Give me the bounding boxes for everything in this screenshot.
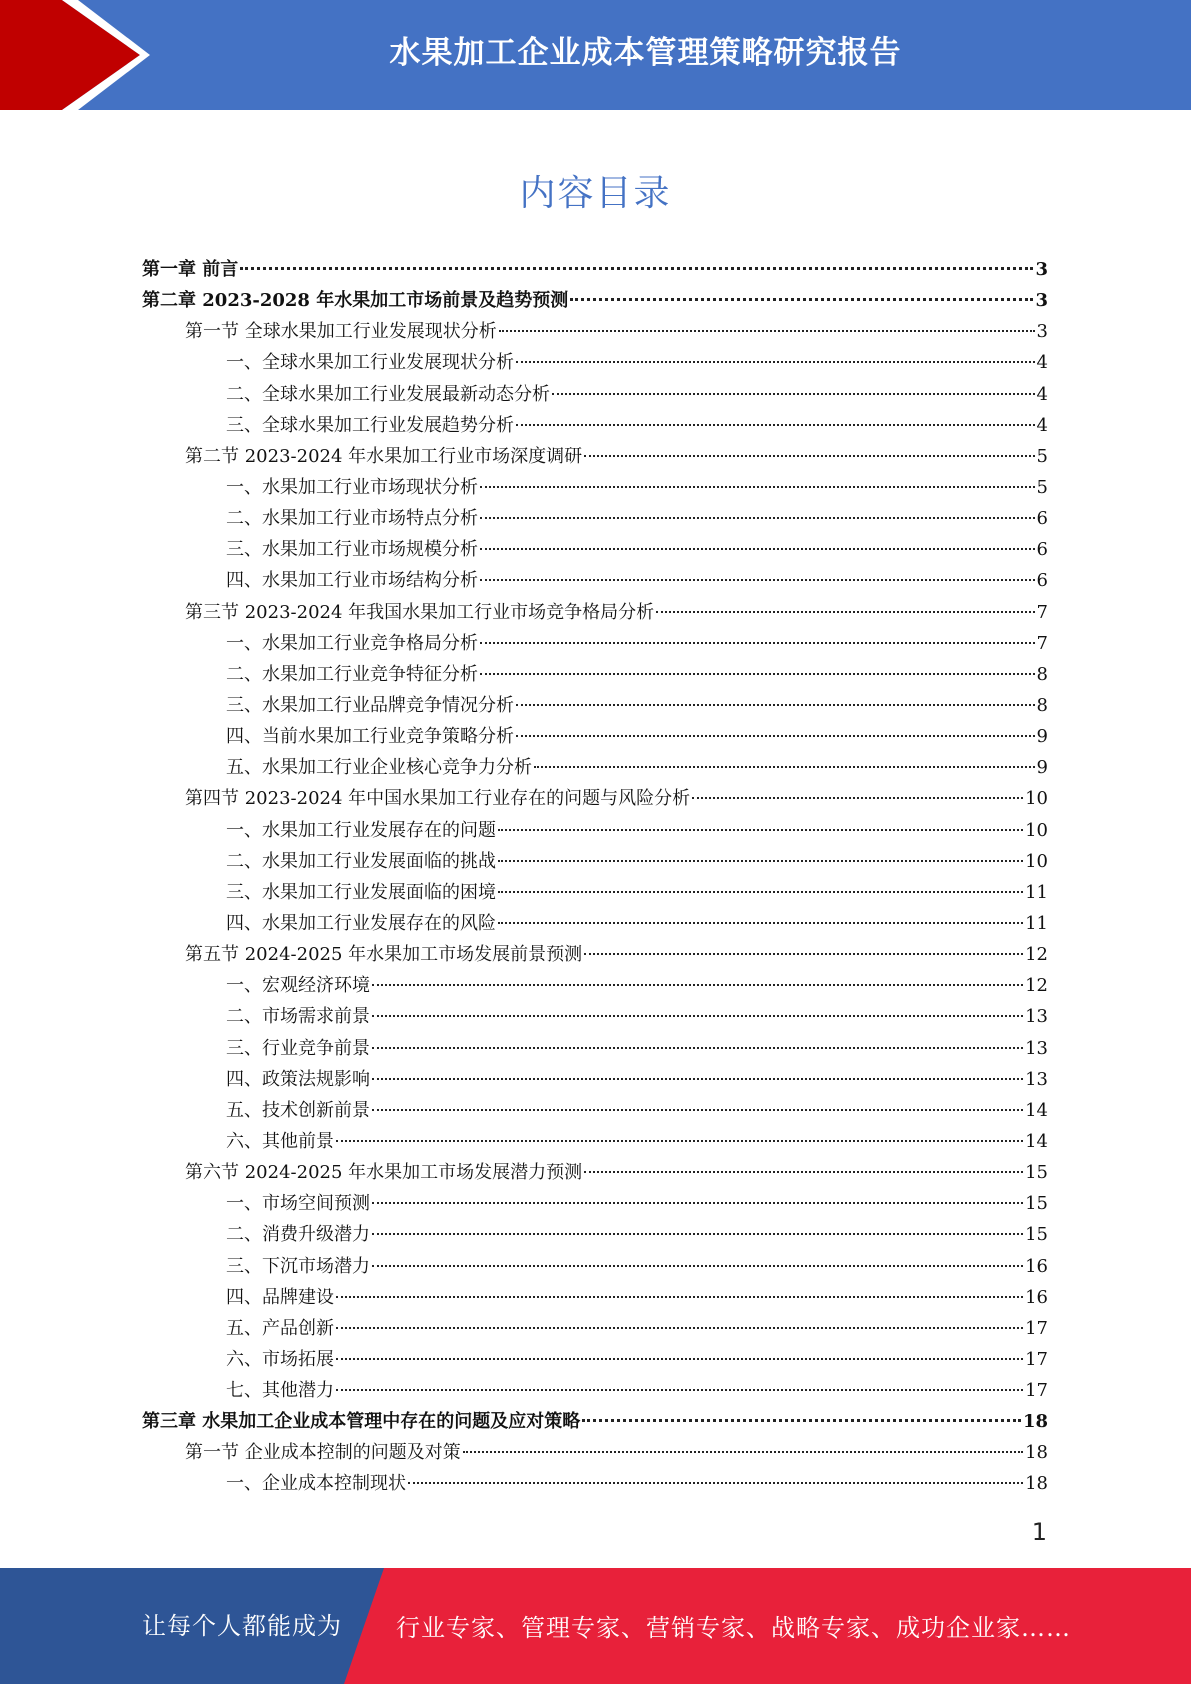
toc-entry[interactable] (142, 316, 1048, 347)
toc-entry-label: 四、水果加工行业市场结构分析 (226, 570, 478, 592)
toc-entry-label: 二、水果加工行业竞争特征分析 (226, 663, 478, 685)
toc-entry[interactable] (142, 1188, 1048, 1219)
toc-entry-page: 8 (1036, 694, 1048, 716)
toc-entry-label: 五、技术创新前景 (226, 1099, 370, 1121)
toc-entry[interactable] (142, 690, 1048, 721)
toc-entry-page: 14 (1025, 1130, 1048, 1152)
toc-leader-dots (336, 1296, 1023, 1298)
toc-entry-label: 三、水果加工行业发展面临的困境 (226, 881, 496, 903)
toc-entry-page: 18 (1025, 1473, 1048, 1495)
toc-entry-page: 9 (1036, 726, 1048, 748)
toc-entry-page: 17 (1025, 1317, 1048, 1339)
toc-entry-label: 四、水果加工行业发展存在的风险 (226, 912, 496, 934)
toc-entry-page: 16 (1025, 1286, 1048, 1308)
toc-entry-page: 18 (1022, 1411, 1048, 1433)
toc-entry[interactable] (142, 1095, 1048, 1126)
toc-leader-dots (372, 1202, 1023, 1204)
toc-entry[interactable] (142, 597, 1048, 628)
toc-entry-label: 三、下沉市场潜力 (226, 1255, 370, 1277)
toc-leader-dots (480, 579, 1035, 581)
toc-leader-dots (692, 797, 1023, 799)
toc-leader-dots (584, 455, 1034, 457)
toc-leader-dots (480, 548, 1035, 550)
toc-entry-page: 17 (1025, 1348, 1048, 1370)
toc-entry-page: 17 (1025, 1380, 1048, 1402)
footer-slogan-left: 让每个人都能成为 (142, 1612, 342, 1640)
toc-entry-label: 第一节 企业成本控制的问题及对策 (185, 1442, 461, 1464)
toc-leader-dots (480, 517, 1035, 519)
toc-entry[interactable] (142, 1157, 1048, 1188)
toc-entry-page: 10 (1025, 819, 1048, 841)
toc-entry-page: 6 (1036, 539, 1048, 561)
toc-leader-dots (498, 922, 1023, 924)
toc-entry-page: 14 (1025, 1099, 1048, 1121)
toc-entry-page: 4 (1036, 383, 1048, 405)
toc-entry[interactable] (142, 1375, 1048, 1406)
toc-entry-page: 6 (1036, 570, 1048, 592)
toc-leader-dots (372, 984, 1023, 986)
toc-entry[interactable] (142, 1219, 1048, 1250)
toc-entry-page: 10 (1025, 850, 1048, 872)
toc-leader-dots (372, 1047, 1023, 1049)
toc-entry-label: 五、水果加工行业企业核心竞争力分析 (226, 757, 532, 779)
toc-entry[interactable] (142, 1064, 1048, 1095)
toc-entry-page: 18 (1025, 1442, 1048, 1464)
toc-entry[interactable] (142, 877, 1048, 908)
red-arrow-icon (0, 0, 160, 110)
toc-entry[interactable] (142, 285, 1048, 316)
toc-entry-label: 第一节 全球水果加工行业发展现状分析 (185, 321, 497, 343)
toc-entry[interactable] (142, 1282, 1048, 1313)
toc-entry-label: 三、水果加工行业品牌竞争情况分析 (226, 694, 514, 716)
toc-entry-page: 12 (1025, 975, 1048, 997)
toc-entry[interactable] (142, 379, 1048, 410)
toc-entry[interactable] (142, 565, 1048, 596)
toc-entry-label: 第三章 水果加工企业成本管理中存在的问题及应对策略 (142, 1411, 581, 1433)
toc-entry[interactable] (142, 908, 1048, 939)
toc-entry[interactable] (142, 441, 1048, 472)
toc-entry-label: 一、市场空间预测 (226, 1193, 370, 1215)
toc-entry[interactable] (142, 1344, 1048, 1375)
toc-entry-label: 二、消费升级潜力 (226, 1224, 370, 1246)
toc-entry-page: 15 (1025, 1224, 1048, 1246)
toc-entry[interactable] (142, 1468, 1048, 1499)
page-number: 1 (1031, 1518, 1047, 1546)
toc-leader-dots (336, 1358, 1023, 1360)
toc-entry-label: 二、水果加工行业市场特点分析 (226, 508, 478, 530)
toc-leader-dots (498, 891, 1023, 893)
toc-entry[interactable] (142, 628, 1048, 659)
toc-leader-dots (656, 611, 1034, 613)
toc-entry[interactable] (142, 472, 1048, 503)
toc-leader-dots (584, 953, 1023, 955)
toc-leader-dots (463, 1451, 1023, 1453)
toc-entry-label: 第二章 2023-2028 年水果加工市场前景及趋势预测 (142, 290, 569, 312)
report-title: 水果加工企业成本管理策略研究报告 (389, 35, 902, 71)
toc-entry-label: 四、政策法规影响 (226, 1068, 370, 1090)
toc-entry-label: 二、全球水果加工行业发展最新动态分析 (226, 383, 550, 405)
toc-entry[interactable] (142, 1001, 1048, 1032)
toc-entry-page: 13 (1025, 1006, 1048, 1028)
toc-entry-label: 六、其他前景 (226, 1130, 334, 1152)
toc-leader-dots (570, 298, 1033, 301)
toc-entry-page: 4 (1036, 352, 1048, 374)
toc-entry[interactable] (142, 752, 1048, 783)
toc-entry-page: 6 (1036, 508, 1048, 530)
toc-entry-label: 七、其他潜力 (226, 1380, 334, 1402)
toc-leader-dots (372, 1015, 1023, 1017)
toc-leader-dots (498, 860, 1023, 862)
toc-entry-page: 16 (1025, 1255, 1048, 1277)
toc-entry[interactable] (142, 1313, 1048, 1344)
toc-leader-dots (480, 486, 1035, 488)
toc-entry-label: 一、企业成本控制现状 (226, 1473, 406, 1495)
toc-leader-dots (516, 424, 1035, 426)
toc-entry-label: 一、全球水果加工行业发展现状分析 (226, 352, 514, 374)
toc-entry-page: 13 (1025, 1068, 1048, 1090)
toc-entry-page: 5 (1036, 445, 1048, 467)
toc-entry-page: 13 (1025, 1037, 1048, 1059)
toc-entry-label: 第一章 前言 (142, 259, 239, 280)
toc-entry-page: 12 (1025, 944, 1048, 966)
toc-entry-page: 3 (1035, 259, 1048, 280)
toc-entry-label: 第二节 2023-2024 年水果加工行业市场深度调研 (185, 445, 583, 467)
toc-leader-dots (480, 642, 1035, 644)
toc-leader-dots (534, 766, 1035, 768)
toc-entry-label: 三、水果加工行业市场规模分析 (226, 539, 478, 561)
toc-entry-label: 一、水果加工行业市场现状分析 (226, 476, 478, 498)
toc-entry-label: 五、产品创新 (226, 1317, 334, 1339)
toc-entry-label: 第四节 2023-2024 年中国水果加工行业存在的问题与风险分析 (185, 788, 691, 810)
toc-entry-label: 二、水果加工行业发展面临的挑战 (226, 850, 496, 872)
toc-entry-page: 11 (1025, 912, 1048, 934)
toc-entry[interactable] (142, 1437, 1048, 1468)
toc-entry[interactable] (142, 939, 1048, 970)
toc-entry[interactable] (142, 1033, 1048, 1064)
toc-entry-label: 四、品牌建设 (226, 1286, 334, 1308)
toc-entry[interactable] (142, 503, 1048, 534)
toc-entry[interactable] (142, 783, 1048, 814)
toc-entry-page: 3 (1035, 290, 1048, 312)
toc-entry-label: 三、全球水果加工行业发展趋势分析 (226, 414, 514, 436)
toc-leader-dots (372, 1233, 1023, 1235)
toc-entry[interactable] (142, 970, 1048, 1001)
toc-entry-label: 一、宏观经济环境 (226, 975, 370, 997)
toc-entry-label: 六、市场拓展 (226, 1348, 334, 1370)
toc-entry[interactable] (142, 1126, 1048, 1157)
toc-leader-dots (552, 393, 1035, 395)
toc-entry[interactable] (142, 347, 1048, 378)
toc-leader-dots (372, 1078, 1023, 1080)
toc-entry-label: 第五节 2024-2025 年水果加工市场发展前景预测 (185, 944, 583, 966)
toc-entry-page: 4 (1036, 414, 1048, 436)
header-banner (0, 0, 1191, 110)
toc-entry-label: 一、水果加工行业竞争格局分析 (226, 632, 478, 654)
toc-entry-label: 第六节 2024-2025 年水果加工市场发展潜力预测 (185, 1162, 583, 1184)
toc-entry[interactable] (142, 721, 1048, 752)
toc-leader-dots (516, 735, 1035, 737)
toc-entry-page: 7 (1036, 601, 1048, 623)
toc-leader-dots (516, 704, 1035, 706)
toc-leader-dots (480, 673, 1035, 675)
toc-entry-page: 11 (1025, 881, 1048, 903)
toc-entry[interactable] (142, 846, 1048, 877)
toc-entry[interactable] (142, 1251, 1048, 1282)
toc-title: 内容目录 (519, 173, 672, 214)
toc-leader-dots (584, 1171, 1023, 1173)
toc-entry[interactable] (142, 1406, 1048, 1437)
toc-entry-page: 15 (1025, 1162, 1048, 1184)
toc-entry[interactable] (142, 659, 1048, 690)
table-of-contents (142, 254, 1048, 1500)
footer-slogan-right: 行业专家、管理专家、营销专家、战略专家、成功企业家…… (396, 1614, 1071, 1642)
toc-leader-dots (499, 330, 1035, 332)
toc-entry[interactable] (142, 534, 1048, 565)
toc-entry-label: 二、市场需求前景 (226, 1006, 370, 1028)
toc-leader-dots (336, 1389, 1023, 1391)
toc-entry-label: 四、当前水果加工行业竞争策略分析 (226, 726, 514, 748)
toc-entry-page: 8 (1036, 663, 1048, 685)
toc-entry-label: 一、水果加工行业发展存在的问题 (226, 819, 496, 841)
toc-leader-dots (372, 1109, 1023, 1111)
toc-leader-dots (582, 1419, 1021, 1422)
toc-entry-label: 第三节 2023-2024 年我国水果加工行业市场竞争格局分析 (185, 601, 655, 623)
toc-leader-dots (240, 267, 1033, 270)
toc-entry-page: 7 (1036, 632, 1048, 654)
toc-leader-dots (336, 1140, 1023, 1142)
toc-entry-page: 15 (1025, 1193, 1048, 1215)
toc-entry[interactable] (142, 815, 1048, 846)
toc-entry-page: 3 (1036, 321, 1048, 343)
toc-leader-dots (336, 1327, 1023, 1329)
toc-leader-dots (498, 829, 1023, 831)
toc-leader-dots (372, 1265, 1023, 1267)
toc-entry-page: 9 (1036, 757, 1048, 779)
toc-entry-page: 5 (1036, 476, 1048, 498)
toc-leader-dots (408, 1482, 1023, 1484)
footer-banner (0, 1568, 1191, 1684)
toc-entry[interactable] (142, 254, 1048, 285)
toc-leader-dots (516, 361, 1035, 363)
toc-entry[interactable] (142, 410, 1048, 441)
toc-entry-page: 10 (1025, 788, 1048, 810)
toc-entry-label: 三、行业竞争前景 (226, 1037, 370, 1059)
